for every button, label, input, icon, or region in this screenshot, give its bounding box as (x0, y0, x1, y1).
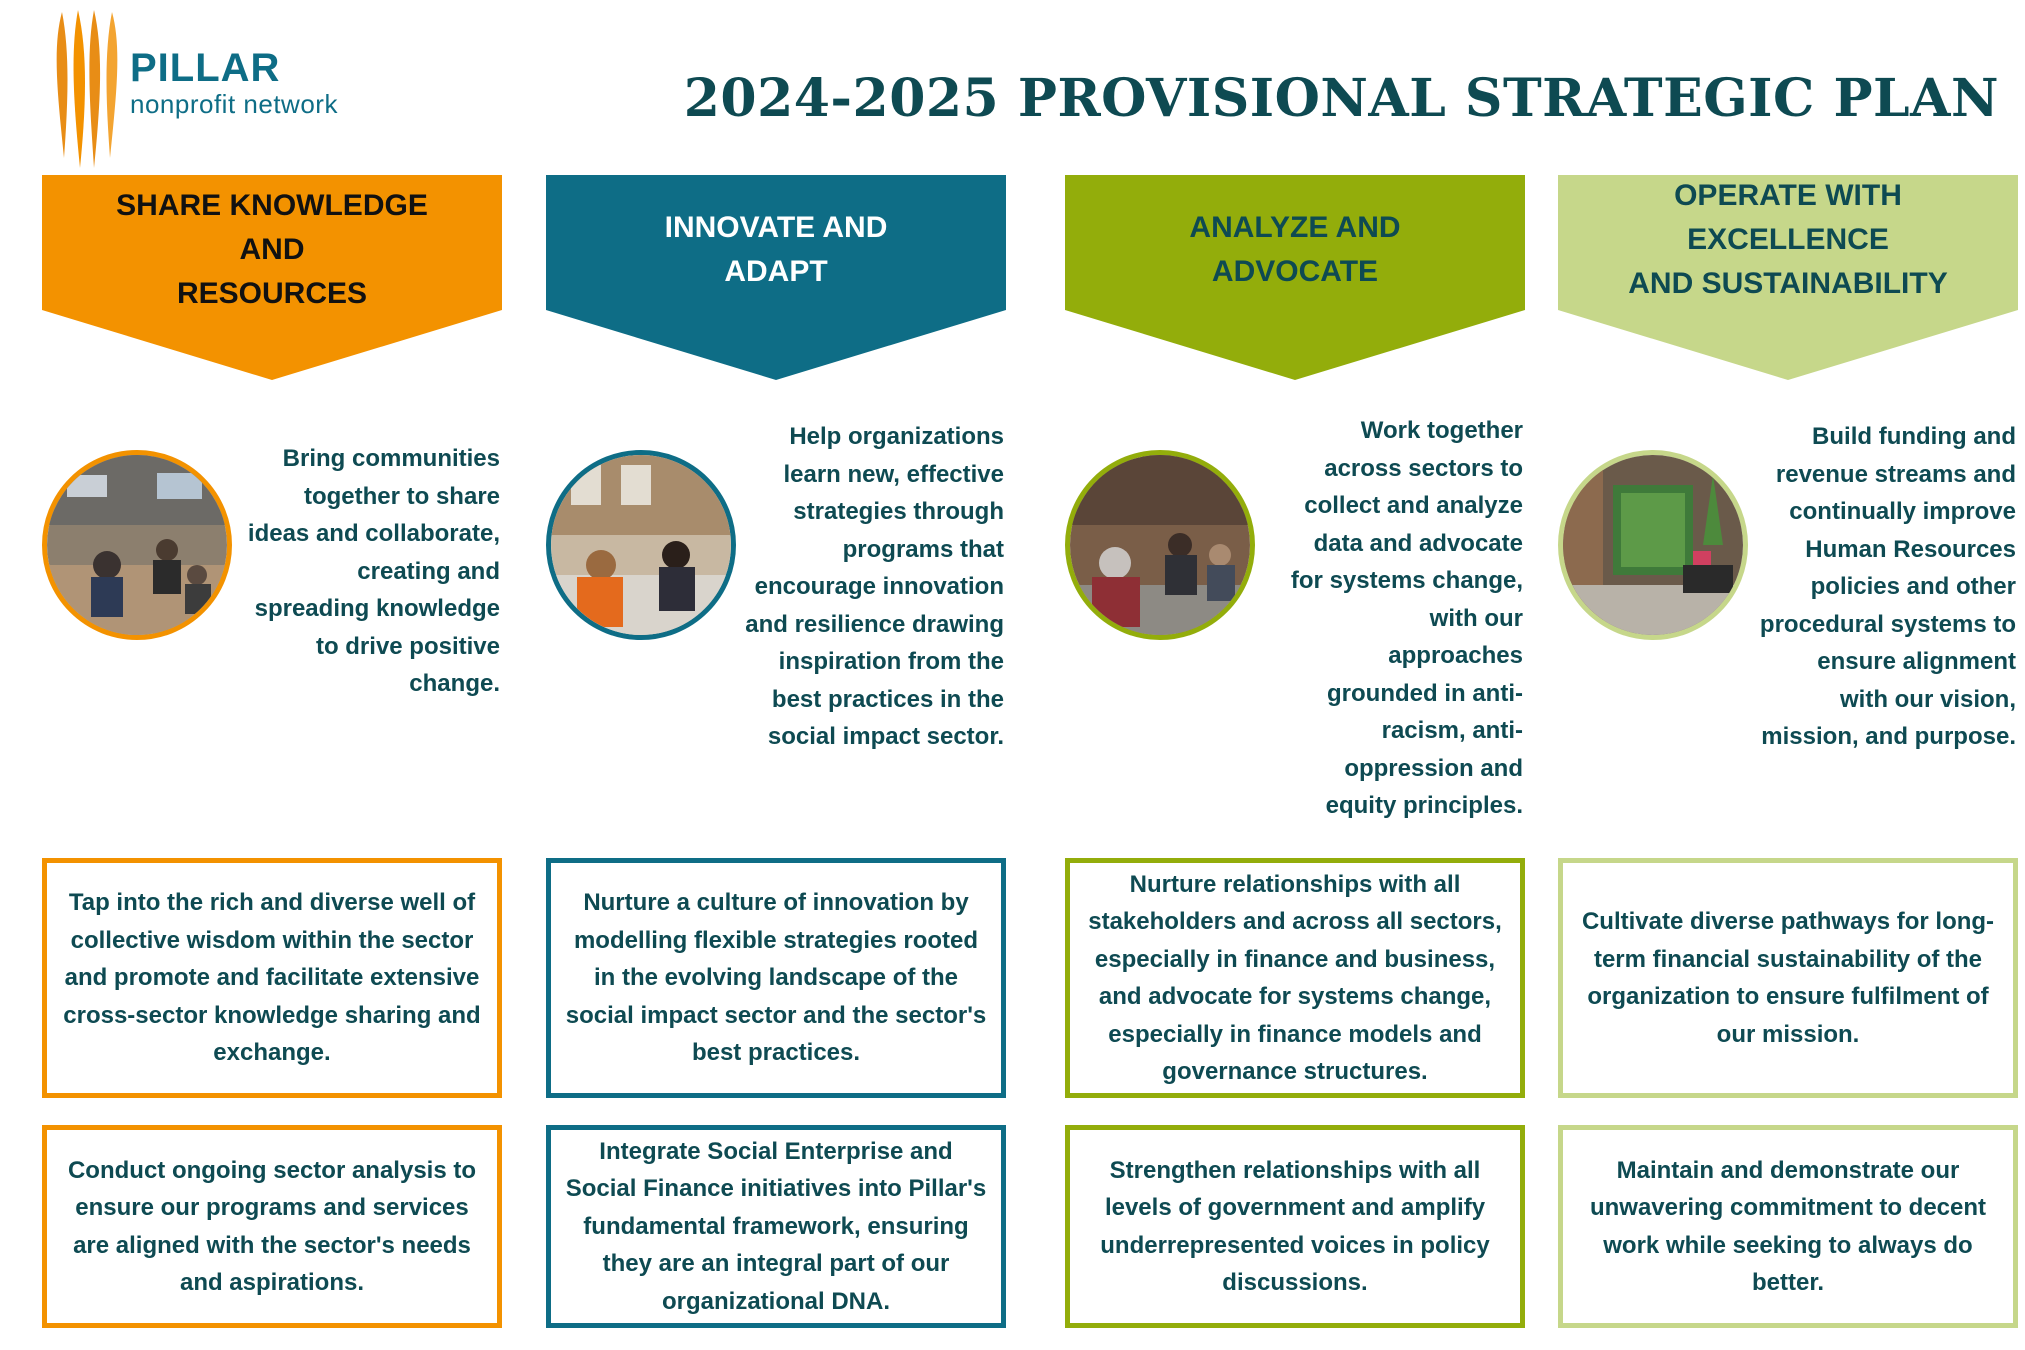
photo-classroom (546, 450, 736, 640)
column-description: Build funding and revenue streams and continually improve Human Resources policies and other procedural systems to ensure alignment with our vision, mission, and purpose. (1759, 423, 2016, 750)
goal-text: Cultivate diverse pathways for long-term financial sustainability of the organization to ensure fulfilment of our mission. (1581, 908, 1995, 1048)
goal-text: Nurture a culture of innovation by modelling flexible strategies rooted in the evolving landscape of the social impact sector and the sector's best practices. (565, 889, 987, 1067)
photo-workshop-room (42, 450, 232, 640)
chevron-header (1558, 175, 2018, 380)
goal-box (42, 1125, 502, 1328)
goal-box (546, 1125, 1006, 1328)
goal-box (1558, 858, 2018, 1098)
goal-box (1065, 1125, 1525, 1328)
goal-box (1558, 1125, 2018, 1328)
column-heading: OPERATE WITH EXCELLENCE AND SUSTAINABILITY (1628, 179, 1948, 300)
logo-name: PILLAR (130, 46, 281, 90)
column-heading: SHARE KNOWLEDGE AND RESOURCES (116, 189, 428, 310)
chevron-header (546, 175, 1006, 380)
goal-text: Tap into the rich and diverse well of collective wisdom within the sector and promote and facilitate extensive cross-sector knowledge sharing and exchange. (63, 889, 481, 1067)
goal-box (546, 858, 1006, 1098)
goal-text: Conduct ongoing sector analysis to ensure our programs and services are aligned with the sector's needs and aspirations. (67, 1156, 477, 1296)
pillar-column-share-knowledge (42, 0, 502, 1350)
goal-text: Strengthen relationships with all levels of government and amplify underrepresented voices in policy discussions. (1100, 1156, 1490, 1296)
goal-box (42, 858, 502, 1098)
column-description: Help organizations learn new, effective strategies through programs that encourage innovation and resilience drawing inspiration from the best practices in the social impact sector. (745, 423, 1004, 750)
goal-text: Integrate Social Enterprise and Social Finance initiatives into Pillar's fundamental framework, ensuring they are an integral part of our organizational DNA. (565, 1137, 987, 1315)
column-description: Work together across sectors to collect and analyze data and advocate for systems change, with our approaches grounded in anti- racism, anti- oppression and equity principles. (1290, 417, 1523, 819)
column-description: Bring communities together to share ideas and collaborate, creating and spreading knowledge to drive positive change. (247, 445, 500, 697)
goal-text: Nurture relationships with all stakeholders and across all sectors, especially in finance and business, and advocate for systems change, especially in finance models and governance structures. (1088, 870, 1502, 1085)
column-heading: INNOVATE AND ADAPT (664, 211, 888, 288)
chevron-header (42, 175, 502, 380)
goal-box (1065, 858, 1525, 1098)
logo-subtitle: nonprofit network (130, 89, 338, 119)
page-title: 2024-2025 PROVISIONAL STRATEGIC PLAN (683, 68, 1999, 129)
column-heading: ANALYZE AND ADVOCATE (1189, 211, 1401, 288)
chevron-header (1065, 175, 1525, 380)
goal-text: Maintain and demonstrate our unwavering commitment to decent work while seeking to always do better. (1589, 1156, 1987, 1296)
pillar-column-innovate (546, 0, 1006, 1350)
photo-group-meeting (1065, 450, 1255, 640)
pillar-column-analyze (1065, 0, 1525, 1350)
pillar-column-operate (1558, 0, 2018, 1350)
